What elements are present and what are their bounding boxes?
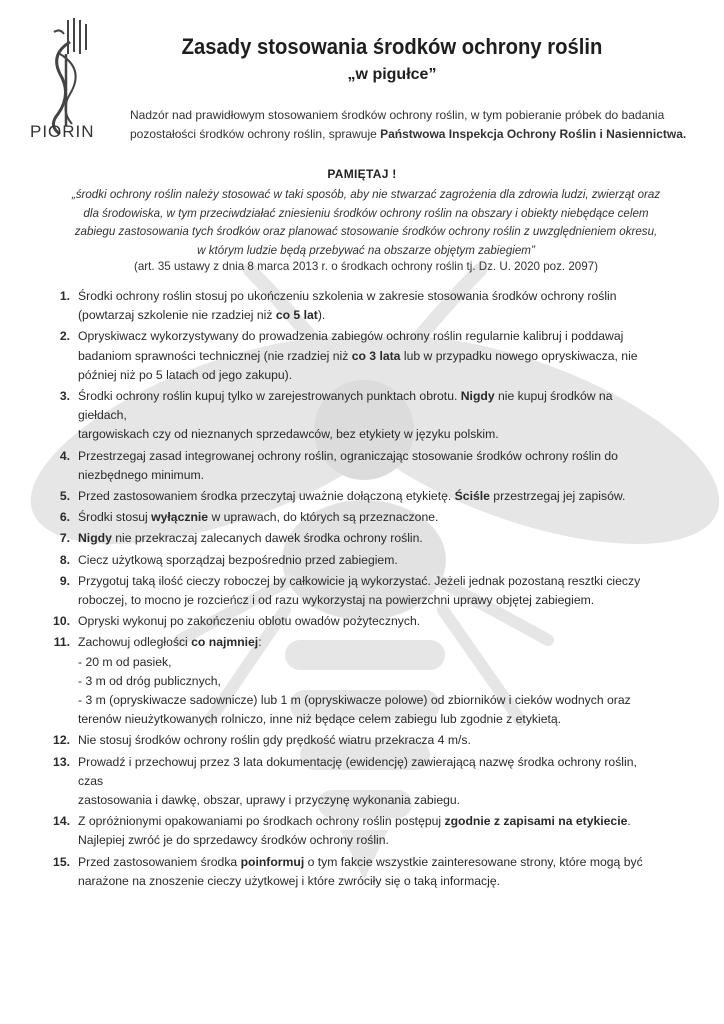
rule-item — [44, 731, 664, 750]
rule-text: narażone na znoszenie cieczy użytkowej i które zwróciły się o taką informację. — [78, 873, 501, 888]
rules-list — [44, 287, 664, 891]
rule-text: Zachowuj odległości — [78, 635, 192, 650]
rule-text: lub w przypadku nowego opryskiwacza, nie — [400, 348, 638, 363]
rule-text: Ciecz użytkową sporządzaj bezpośrednio przed zabiegiem. — [78, 552, 398, 567]
rule-item — [44, 387, 664, 445]
rule-text: niezbędnego minimum. — [78, 467, 205, 482]
rule-number: 10. — [53, 614, 70, 629]
rule-emphasis: wyłącznie — [151, 510, 209, 525]
rule-text: nie przekraczaj zalecanych dawek środka ochrony roślin. — [111, 531, 423, 546]
rule-item — [44, 287, 664, 325]
rule-line — [78, 812, 664, 831]
rule-item — [44, 529, 664, 548]
rule-number: 4. — [59, 448, 70, 463]
rule-emphasis: zgodnie z zapisami na etykiecie — [444, 814, 628, 829]
rule-line — [78, 710, 664, 729]
rule-emphasis: Nigdy — [78, 531, 112, 546]
rule-text: Najlepiej zwróć je do sprzedawcy środków ochrony roślin. — [78, 833, 389, 848]
rule-line — [78, 387, 664, 425]
rule-line — [78, 672, 664, 691]
law-citation: (art. 35 ustawy z dnia 8 marca 2013 r. o środkach ochrony roślin tj. Dz. U. 2020 poz. 2097) — [134, 260, 598, 273]
quote-line: w którym ludzie będą przebywać na obszarze objętym zabiegiem” — [197, 243, 535, 257]
rule-item — [44, 812, 664, 850]
rule-number: 15. — [53, 854, 70, 869]
rule-line — [78, 633, 664, 652]
rule-text: Przygotuj taką ilość cieczy roboczej by całkowicie ją wykorzystać. Jeżeli jednak pozostaną resztki cieczy — [78, 573, 641, 588]
rule-emphasis: co 3 lata — [351, 348, 401, 363]
rule-text: później niż po 5 latach od jego zakupu). — [78, 367, 293, 382]
rule-text: . — [627, 814, 631, 829]
rule-text: Nie stosuj środków ochrony roślin gdy prędkość wiatru przekracza 4 m/s. — [78, 733, 471, 748]
rule-item — [44, 551, 664, 570]
rule-text: - 20 m od pasiek, — [78, 654, 172, 669]
rule-line — [78, 529, 664, 548]
rule-line — [78, 612, 664, 631]
rule-text: Przed zastosowaniem środka przeczytaj uważnie dołączoną etykietę. — [78, 489, 455, 504]
rule-number: 7. — [59, 531, 70, 546]
rule-line — [78, 327, 664, 346]
rule-number: 5. — [59, 489, 70, 504]
page-title: Zasady stosowania środków ochrony roślin — [181, 34, 603, 59]
rule-line — [78, 366, 664, 385]
rule-item — [44, 327, 664, 385]
rule-line — [78, 287, 664, 306]
rule-text: przestrzegaj jej zapisów. — [489, 489, 626, 504]
rule-number: 2. — [59, 329, 70, 344]
rule-text: terenów nieużytkowanych rolniczo, inne niż będące celem zabiegu lub zgodnie z etykietą. — [78, 712, 562, 727]
rule-text: zastosowania i dawkę, obszar, uprawy i przyczynę wykonania zabiegu. — [78, 793, 461, 808]
rule-text: Z opróżnionymi opakowaniami po środkach ochrony roślin postępuj — [78, 814, 445, 829]
page-subtitle: „w pigułce” — [347, 66, 437, 83]
intro-bold-text: Państwowa Inspekcja Ochrony Roślin i Nasiennictwa. — [380, 127, 687, 141]
quote-line: zabiegu zastosowania tych środków oraz planować stosowanie środków ochrony roślin z uwzględnieniem okresu, — [74, 225, 658, 238]
rule-line — [78, 551, 664, 570]
rule-line — [78, 691, 664, 710]
quote-line: „środki ochrony roślin należy stosować w taki sposób, aby nie stwarzać zagrożenia dla zdrowia ludzi, zwierząt oraz — [71, 188, 661, 201]
rule-text: Środki stosuj — [78, 510, 152, 525]
rule-item — [44, 633, 664, 729]
rule-line — [78, 653, 664, 672]
rule-line — [78, 425, 664, 444]
rule-text: Przestrzegaj zasad integrowanej ochrony roślin, ograniczając stosowanie środków ochrony roślin do — [78, 448, 618, 463]
rule-line — [78, 306, 664, 325]
rule-text: badaniom sprawności technicznej (nie rzadziej niż — [78, 348, 352, 363]
rule-text: Opryski wykonuj po zakończeniu oblotu owadów pożytecznych. — [78, 614, 421, 629]
rule-item — [44, 487, 664, 506]
rule-number: 1. — [59, 289, 70, 303]
rule-number: 3. — [59, 389, 70, 404]
rule-text: Środki ochrony roślin stosuj po ukończeniu szkolenia w zakresie stosowania środków ochrony roślin — [78, 289, 617, 303]
rule-line — [78, 572, 664, 591]
rule-line — [78, 791, 664, 810]
rule-text: ). — [317, 308, 326, 323]
rule-text: o tym fakcie wszystkie zainteresowane strony, które mogą być — [304, 854, 643, 869]
rule-line — [78, 872, 664, 891]
rule-item — [44, 612, 664, 631]
law-quote — [48, 186, 684, 260]
rule-emphasis: poinformuj — [240, 854, 305, 869]
rule-line — [78, 466, 664, 485]
rule-emphasis: Ściśle — [454, 489, 490, 504]
rule-number: 13. — [53, 754, 70, 769]
rule-item — [44, 508, 664, 527]
rule-number: 8. — [59, 552, 70, 567]
rule-line — [78, 831, 664, 850]
rule-text: targowiskach czy od nieznanych sprzedawców, bez etykiety w języku polskim. — [78, 427, 499, 442]
rule-line — [78, 347, 664, 366]
quote-line: dla środowiska, w tym przeciwdziałać zniesieniu środków ochrony roślin na obszary i obiekty niebędące celem — [83, 206, 649, 220]
rule-text: Przed zastosowaniem środka — [78, 854, 241, 869]
rule-line — [78, 487, 664, 506]
rule-text: (powtarzaj szkolenie nie rzadziej niż — [78, 308, 276, 323]
logo-text: PIORIN — [30, 122, 95, 141]
rule-line — [78, 753, 664, 791]
intro-paragraph — [130, 106, 690, 144]
rule-emphasis: co najmniej — [191, 635, 259, 650]
remember-heading: PAMIĘTAJ ! — [327, 167, 397, 181]
rule-text: roboczej, to mocno je rozcieńcz i od razu wykorzystaj na powierzchni uprawy objętej zabiegiem. — [78, 593, 595, 608]
rule-number: 9. — [59, 573, 70, 588]
rule-text: Prowadź i przechowuj przez 3 lata dokumentację (ewidencję) zawierającą nazwę środka ochrony roślin, czas — [78, 754, 637, 788]
rule-text: Środki ochrony roślin kupuj tylko w zarejestrowanych punktach obrotu. — [78, 389, 461, 404]
rule-number: 12. — [53, 733, 70, 748]
rule-emphasis: co 5 lat — [275, 308, 318, 323]
rule-number: 11. — [53, 635, 70, 650]
rule-line — [78, 447, 664, 466]
rule-line — [78, 591, 664, 610]
rule-text: Opryskiwacz wykorzystywany do prowadzenia zabiegów ochrony roślin regularnie kalibruj i poddawaj — [78, 329, 624, 344]
rule-line — [78, 731, 664, 750]
intro-text: Nadzór nad prawidłowym stosowaniem środków ochrony roślin, w tym pobieranie próbek do badania pozostałości środków ochrony roślin, sprawuje — [130, 108, 665, 141]
rule-text: w uprawach, do których są przeznaczone. — [208, 510, 439, 525]
rule-emphasis: Nigdy — [460, 389, 495, 404]
rule-number: 6. — [59, 510, 70, 525]
rule-text: - 3 m (opryskiwacze sadownicze) lub 1 m (opryskiwacze polowe) od zbiorników i cieków wodnych oraz — [78, 693, 631, 708]
rule-text: - 3 m od dróg publicznych, — [78, 673, 221, 688]
rule-line — [78, 508, 664, 527]
rule-item — [44, 572, 664, 610]
rule-item — [44, 853, 664, 891]
rule-line — [78, 853, 664, 872]
rule-number: 14. — [53, 814, 70, 829]
rule-item — [44, 753, 664, 811]
rule-text: nie kupuj środków na giełdach, — [78, 389, 613, 423]
rule-item — [44, 447, 664, 485]
rule-text: : — [258, 635, 262, 650]
